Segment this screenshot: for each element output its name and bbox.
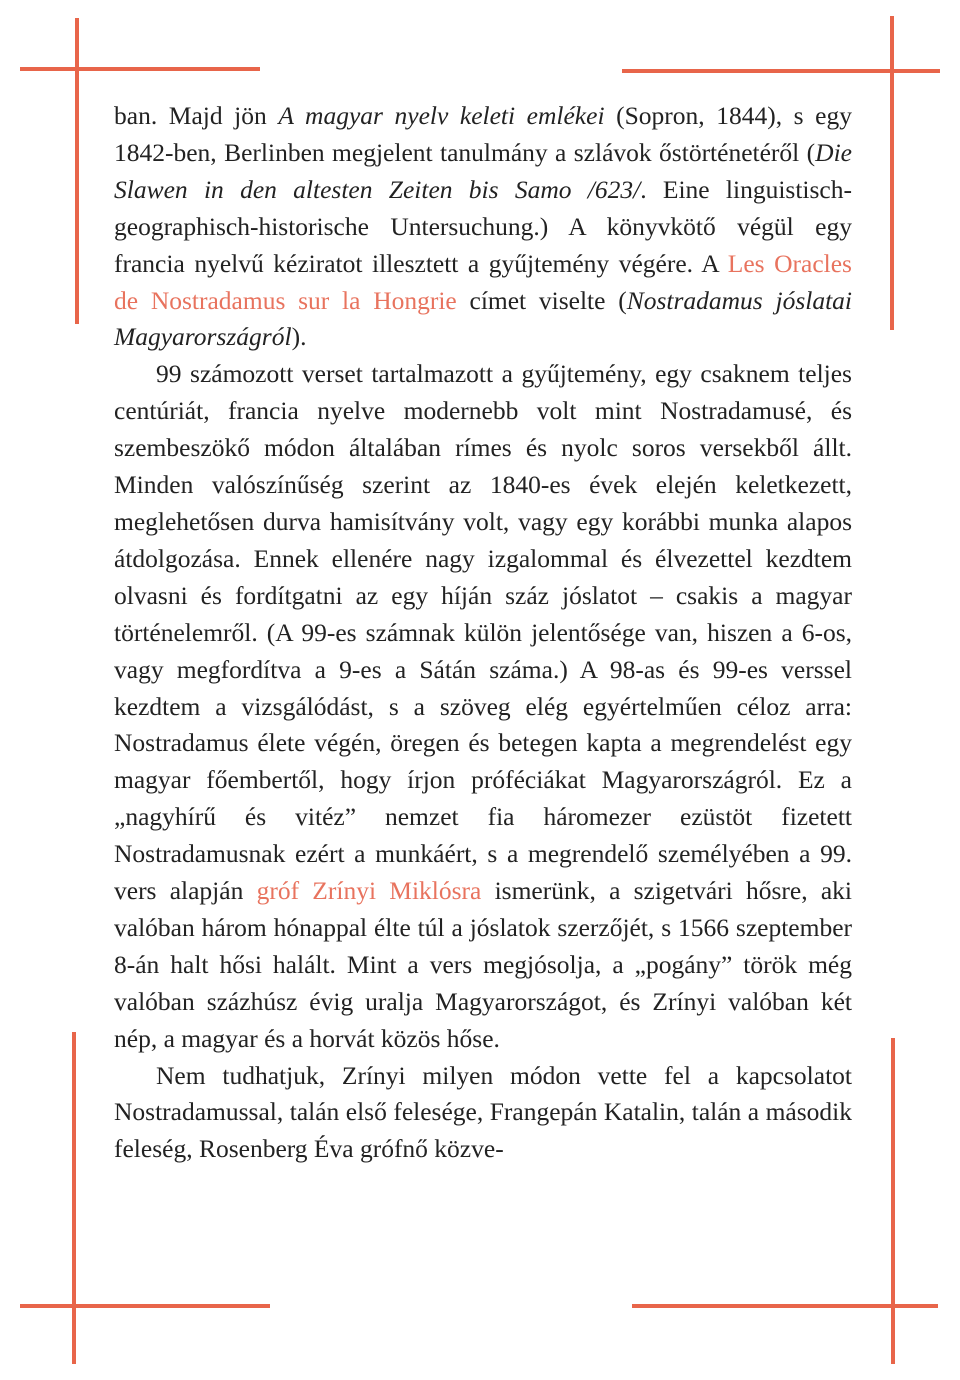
highlighted-text: gróf Zrínyi Miklósra	[256, 876, 482, 906]
text-run: . Eine linguistisch-geographisch-historische Untersuchung.) A könyvkötő végül egy francia nyelvű kéziratot illesztett a gyűjtemény végére. A	[114, 174, 852, 278]
text-run: (Sopron, 1844), s egy 1842-ben, Berlinben megjelent tanulmány a szlávok őstörténetéről (	[114, 101, 852, 167]
corner-mark-bottom-right-vertical	[891, 1038, 895, 1364]
text-run: ismerünk, a szigetvári hősre, aki valóban három hónappal élte túl a jóslatok szerzőjét, s 1566 szeptember 8-án halt hősi halált. Mint a vers megjósolja, a „pogány” török még valóban százhúsz évig uralja Magyarországot, és Zrínyi valóban két nép, a magyar és a horvát közös hőse.	[114, 876, 852, 1053]
italic-text: Die Slawen in den altesten Zeiten bis Samo /623/	[114, 137, 852, 204]
text-run: Nem tudhatjuk, Zrínyi milyen módon vette fel a kapcsolatot Nostradamussal, talán első felesége, Frangepán Katalin, talán a második feleség, Rosenberg Éva grófnő közve-	[114, 1060, 852, 1164]
highlighted-text: Les Oracles de Nostradamus sur la Hongrie	[114, 248, 852, 315]
text-run: címet viselte (	[456, 285, 627, 315]
text-run: 99 számozott verset tartalmazott a gyűjtemény, egy csaknem teljes centúriát, francia nyelve modernebb volt mint Nostradamusé, és szembeszökő módon általában rímes és nyolc soros versekből állt. Minden valószínűség szerint az 1840-es évek elején keletkezett, meglehetősen durva hamisítvány volt, vagy egy korábbi munka alapos átdolgozása. Ennek ellenére nagy izgalommal és élvezettel kezdtem olvasni és fordítgatni az egy híján száz jóslatot – csakis a magyar történelemről. (A 99-es számnak külön jelentősége van, hiszen a 6-os, vagy megfordítva a 9-es a Sátán száma.) A 98-as és 99-es verssel kezdtem a vizsgálódást, s a szöveg elég egyértelműen céloz arra: Nostradamus élete végén, öregen és betegen kapta a megrendelést egy magyar főembertől, hogy írjon próféciákat Magyarországról. Ez a „nagyhírű és vitéz” nemzet fia háromezer ezüstöt fizetett Nostradamusnak ezért a munkáért, s a megrendelő személyében a 99. vers alapján	[114, 359, 852, 906]
paragraph	[114, 356, 852, 1057]
corner-mark-bottom-right-horizontal	[632, 1304, 938, 1308]
corner-mark-top-right-horizontal	[622, 69, 940, 73]
corner-mark-top-left-horizontal	[20, 67, 260, 71]
paragraph	[114, 1058, 852, 1169]
italic-text: Nostradamus jóslatai Magyarországról	[114, 285, 852, 352]
text-run: ).	[291, 322, 307, 352]
body-text	[114, 98, 852, 1168]
corner-mark-top-left-vertical	[75, 18, 79, 324]
corner-mark-bottom-left-horizontal	[20, 1304, 270, 1308]
italic-text: A magyar nyelv keleti emlékei	[278, 101, 605, 130]
paragraph	[114, 98, 852, 356]
text-run: ban. Majd jön	[114, 101, 279, 130]
corner-mark-bottom-left-vertical	[72, 1032, 76, 1364]
corner-mark-top-right-vertical	[890, 16, 894, 330]
